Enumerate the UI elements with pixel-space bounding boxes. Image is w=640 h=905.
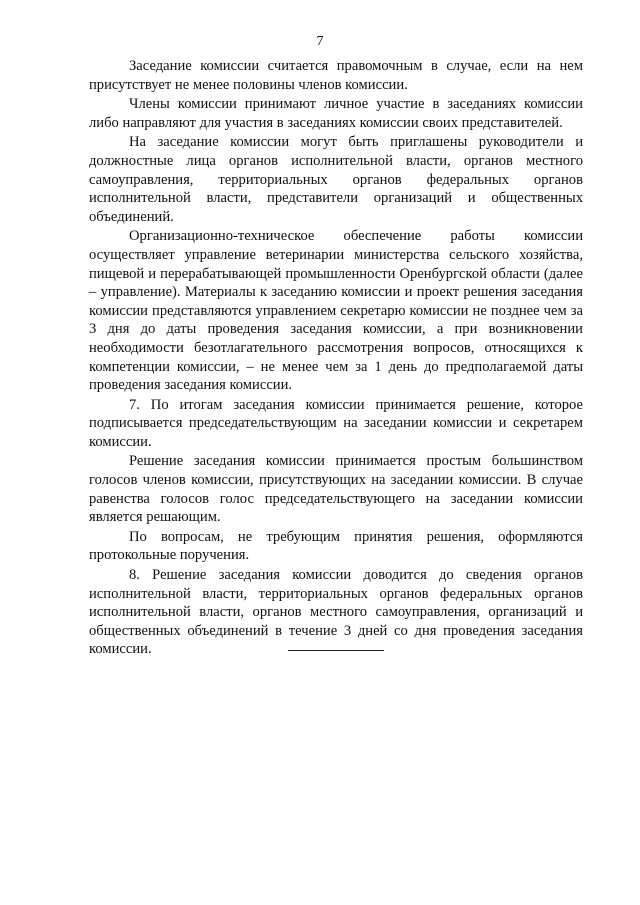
- paragraph-quorum: Заседание комиссии считается правомочным в случае, если на нем присутствует не менее половины членов комиссии.: [89, 58, 583, 93]
- paragraph-item-7-decision: 7. По итогам заседания комиссии принимается решение, которое подписывается председательствующим на заседании комиссии и секретарем комиссии.: [89, 396, 583, 450]
- paragraph-member-participation: Члены комиссии принимают личное участие в заседаниях комиссии либо направляют для участия в заседаниях комиссии своих представителей.: [89, 96, 583, 131]
- paragraph-item-8-communication: 8. Решение заседания комиссии доводится до сведения органов исполнительной власти, территориальных органов федеральных органов исполнительной власти, органов местного самоуправления, организаций и общественных объединений в течение 3 дней со дня проведения заседания комиссии.: [89, 567, 583, 658]
- paragraph-protocol-orders: По вопросам, не требующим принятия решения, оформляются протокольные поручения.: [89, 528, 583, 564]
- end-divider-line: [288, 650, 384, 651]
- paragraph-invited-persons: На заседание комиссии могут быть приглашены руководители и должностные лица органов исполнительной власти, органов местного самоуправления, территориальных органов федеральных органов исполнительной власти, представители организаций и общественных объединений.: [89, 134, 583, 225]
- paragraph-majority-vote: Решение заседания комиссии принимается простым большинством голосов членов комиссии, присутствующих на заседании комиссии. В случае равенства голосов голос председательствующего на заседании комиссии является решающим.: [89, 453, 583, 526]
- page-number: 7: [316, 34, 324, 49]
- paragraph-technical-support: Организационно-техническое обеспечение работы комиссии осуществляет управление ветеринарии министерства сельского хозяйства, пищевой и перерабатывающей промышленности Оренбургской области (далее – управление). Материалы к заседанию комиссии и проект решения заседания комиссии представляются управлением секретарю комиссии не позднее чем за 3 дня до даты проведения заседания комиссии, а при возникновении необходимости безотлагательного рассмотрения вопросов, относящихся к компетенции комиссии, – не менее чем за 1 день до предполагаемой даты проведения заседания комиссии.: [89, 228, 583, 394]
- document-body: [89, 57, 583, 659]
